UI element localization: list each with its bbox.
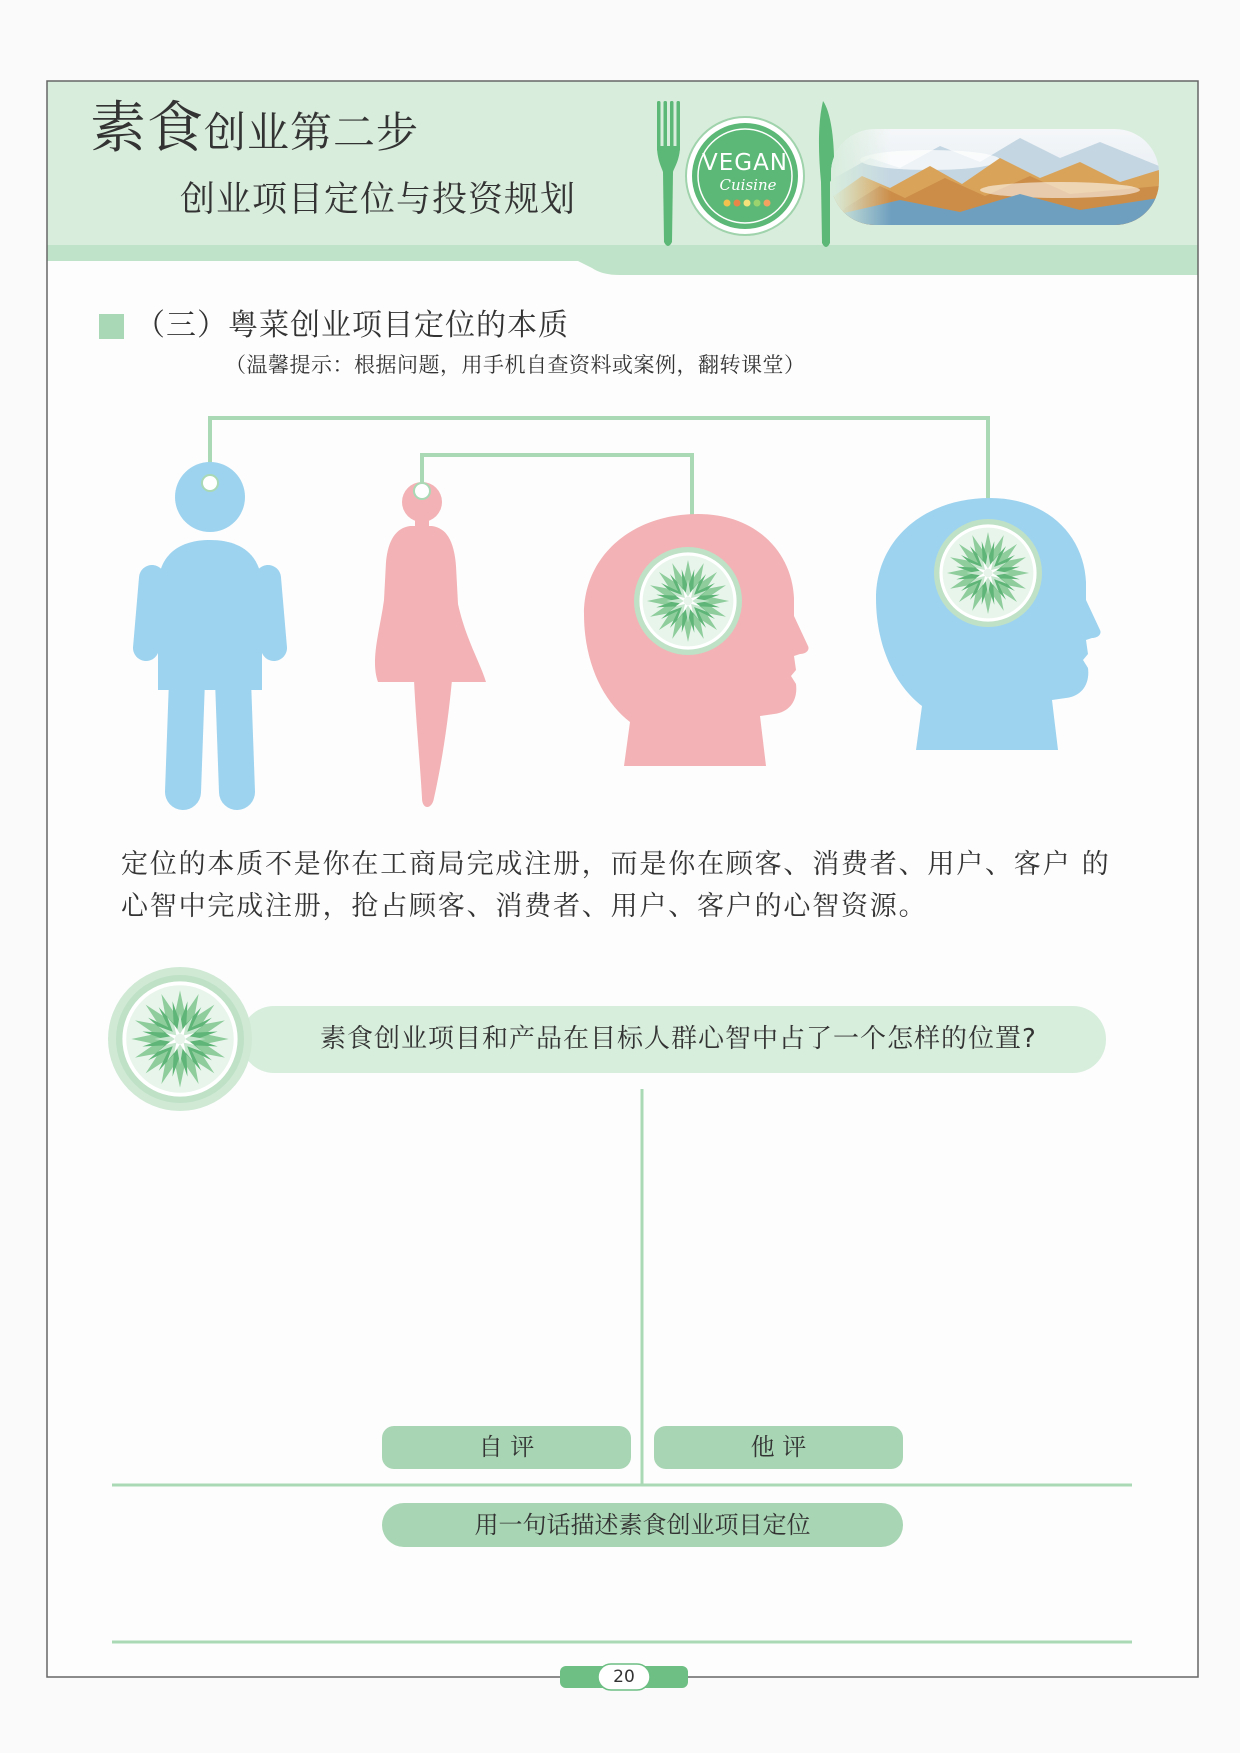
flower-badge-icon — [934, 519, 1042, 627]
flower-badge-icon — [634, 547, 742, 655]
peer-evaluation-label: 他 评 — [654, 1426, 903, 1469]
section-marker — [99, 314, 124, 339]
woman-connector-node — [414, 483, 430, 499]
page-subtitle: 创业项目定位与投资规划 — [180, 180, 577, 220]
man-connector-node — [202, 475, 218, 491]
logo-script-text: Cuisine — [719, 176, 777, 194]
section-heading: （三）粤菜创业项目定位的本质 — [135, 308, 569, 343]
title-big: 素食 — [90, 96, 204, 161]
body-text-line: 定位的本质不是你在工商局完成注册，而是你在顾客、消费者、用户、客户 的 — [121, 849, 1111, 880]
page-title — [90, 96, 419, 175]
logo-main-text: VEGAN — [701, 150, 789, 176]
section-note: （温馨提示：根据问题，用手机自查资料或案例，翻转课堂） — [225, 353, 806, 377]
page-number: 20 — [613, 1667, 635, 1687]
self-evaluation-label: 自 评 — [382, 1426, 631, 1469]
worksheet-question: 素食创业项目和产品在目标人群心智中占了一个怎样的位置? — [320, 1024, 1037, 1054]
vegan-cuisine-logo — [686, 117, 804, 235]
landscape-image — [831, 129, 1159, 225]
summary-prompt-label: 用一句话描述素食创业项目定位 — [382, 1503, 903, 1547]
body-text-line: 心智中完成注册，抢占顾客、消费者、用户、客户的心智资源。 — [121, 891, 928, 922]
flower-badge-icon — [116, 975, 244, 1103]
title-small: 创业第二步 — [204, 108, 420, 157]
